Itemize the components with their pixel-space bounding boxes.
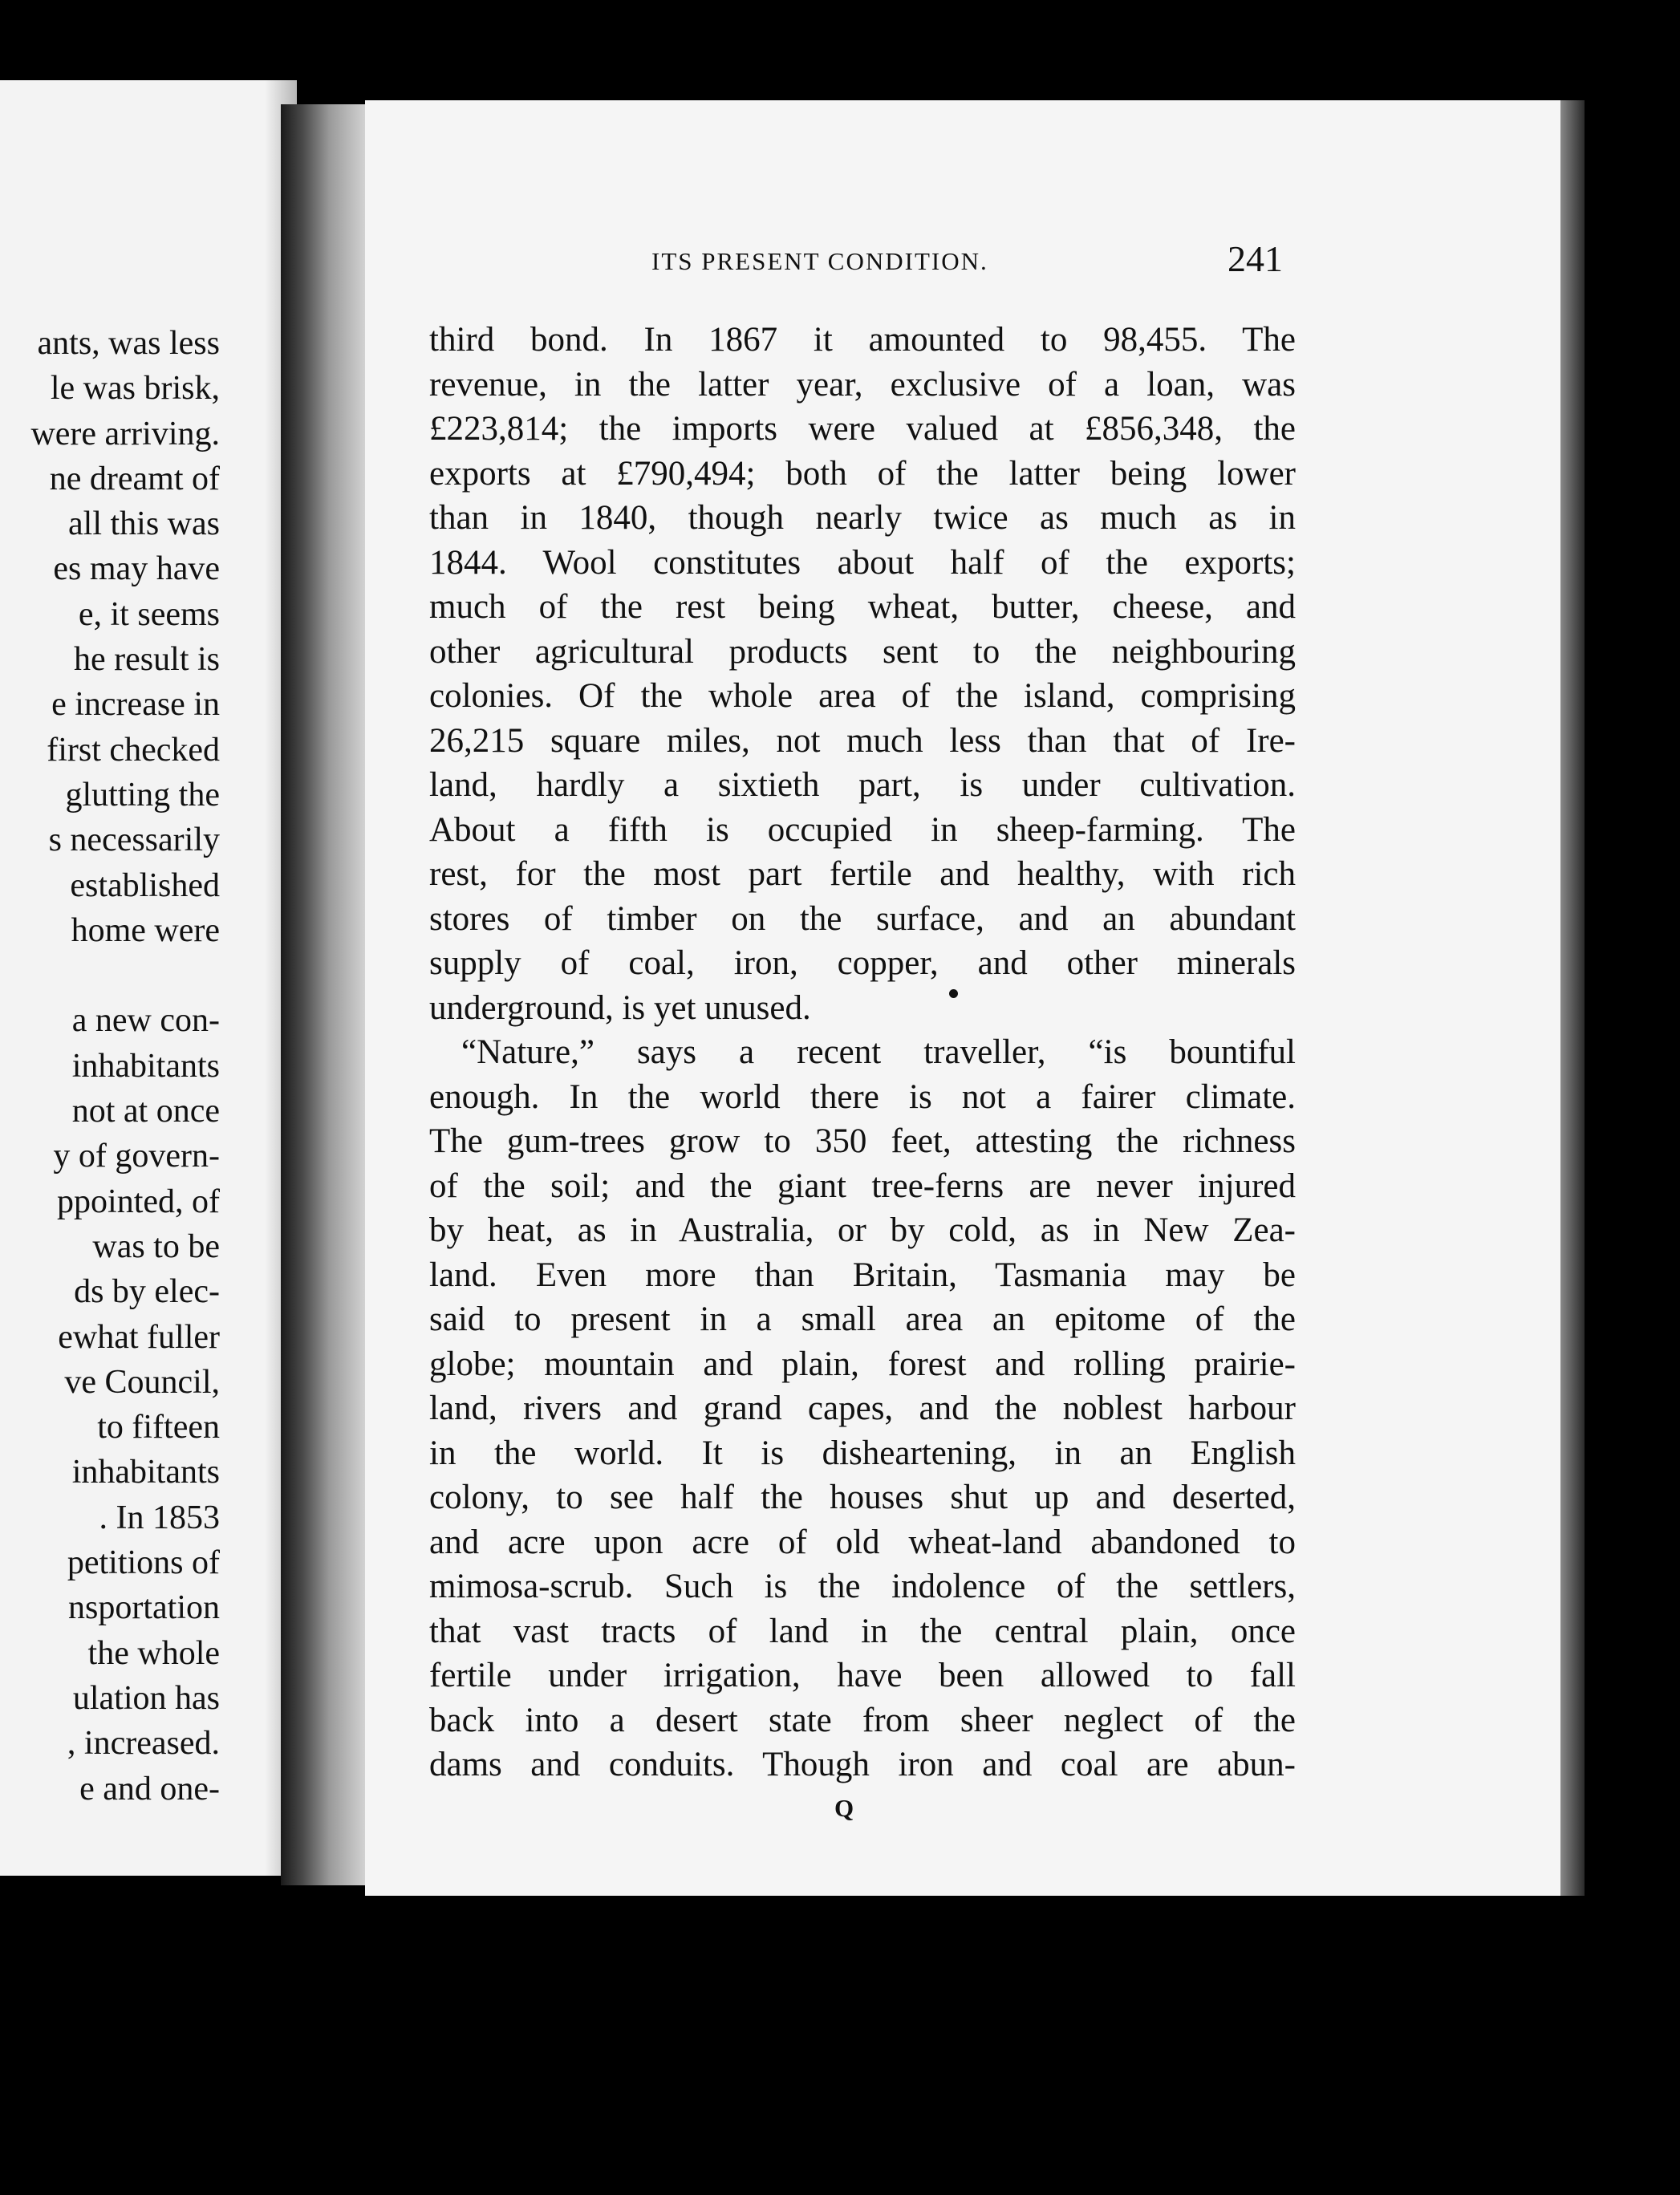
left-text-line: e increase in — [51, 686, 220, 724]
text-line: supply of coal, iron, copper, and other minerals — [429, 944, 1296, 982]
left-text-line: le was brisk, — [50, 370, 220, 408]
left-text-line: ewhat fuller — [58, 1318, 220, 1356]
text-line: £223,814; the imports were valued at £856,348, the — [429, 410, 1296, 448]
text-line: globe; mountain and plain, forest and rolling prairie- — [429, 1345, 1296, 1383]
left-text-line: a new con- — [71, 1002, 220, 1040]
text-line: mimosa-scrub. Such is the indolence of the settlers, — [429, 1568, 1296, 1605]
text-line: rest, for the most part fertile and healthy, with rich — [429, 855, 1296, 893]
text-line: 26,215 square miles, not much less than that of Ire- — [429, 721, 1296, 760]
text-line: other agricultural products sent to the neighbouring — [429, 632, 1296, 671]
text-line: About a fifth is occupied in sheep-farming. The — [429, 810, 1296, 849]
left-facing-page — [0, 80, 297, 1876]
left-text-line: inhabitants — [71, 1047, 220, 1085]
page-edge — [1560, 100, 1585, 1896]
text-line: of the soil; and the giant tree-ferns are never injured — [429, 1166, 1296, 1205]
text-line: back into a desert state from sheer neglect of the — [429, 1701, 1296, 1739]
page-number: 241 — [1228, 238, 1283, 279]
left-text-line — [0, 953, 220, 998]
body-text — [429, 318, 1296, 1787]
left-text-line: . In 1853 — [99, 1499, 220, 1536]
left-text-line: nsportation — [68, 1589, 220, 1627]
text-line: much of the rest being wheat, butter, cheese, and — [429, 588, 1296, 626]
left-text-line: home were — [71, 911, 220, 949]
text-line: and acre upon acre of old wheat-land abandoned to — [429, 1523, 1296, 1561]
running-head: ITS PRESENT CONDITION. — [651, 247, 988, 275]
left-text-line: s necessarily — [48, 822, 220, 859]
text-line: that vast tracts of land in the central plain, once — [429, 1612, 1296, 1650]
left-text-line: ds by elec- — [74, 1273, 220, 1311]
text-line: in the world. It is disheartening, in an English — [429, 1434, 1296, 1472]
left-text-line: the whole — [87, 1634, 220, 1672]
left-text-line: e, it seems — [78, 595, 220, 633]
text-line: by heat, as in Australia, or by cold, as in New Zea- — [429, 1211, 1296, 1249]
left-text-line: to fifteen — [97, 1409, 220, 1446]
left-text-line: established — [70, 866, 220, 904]
text-line: revenue, in the latter year, exclusive of a loan, was — [429, 365, 1296, 404]
left-page-text — [0, 321, 220, 1812]
left-text-line: inhabitants — [71, 1454, 220, 1491]
signature-mark: Q — [834, 1794, 854, 1822]
left-text-line: y of govern- — [53, 1138, 220, 1175]
left-text-line: ne dreamt of — [49, 460, 220, 497]
text-line: fertile under irrigation, have been allowed to fall — [429, 1657, 1296, 1694]
text-line: 1844. Wool constitutes about half of the exports; — [429, 543, 1296, 582]
left-text-line: es may have — [53, 550, 220, 588]
left-text-line: was to be — [92, 1227, 220, 1265]
left-text-line: ulation has — [72, 1679, 220, 1717]
text-line: third bond. In 1867 it amounted to 98,455. The — [429, 321, 1296, 359]
left-text-line: e and one- — [79, 1770, 220, 1808]
text-line: colonies. Of the whole area of the island, comprising — [429, 677, 1296, 715]
ink-dot-mark — [949, 989, 958, 998]
book-gutter — [281, 104, 369, 1885]
left-text-line: he result is — [74, 641, 220, 679]
text-line: exports at £790,494; both of the latter being lower — [429, 454, 1296, 493]
text-line: underground, is yet unused. — [429, 988, 811, 1027]
text-line: enough. In the world there is not a fairer climate. — [429, 1077, 1296, 1116]
left-text-line: ants, was less — [37, 325, 220, 362]
text-line: colony, to see half the houses shut up and deserted, — [429, 1479, 1296, 1516]
left-text-line: glutting the — [65, 776, 220, 813]
left-text-line: ve Council, — [64, 1363, 220, 1401]
left-text-line: petitions of — [67, 1544, 220, 1582]
text-line: land. Even more than Britain, Tasmania may be — [429, 1256, 1296, 1294]
text-line: land, rivers and grand capes, and the noblest harbour — [429, 1390, 1296, 1427]
left-text-line: were arriving. — [30, 415, 220, 452]
left-text-line: not at once — [71, 1093, 220, 1130]
text-line: stores of timber on the surface, and an abundant — [429, 899, 1296, 938]
text-line: land, hardly a sixtieth part, is under cultivation. — [429, 766, 1296, 804]
left-text-line: , increased. — [67, 1725, 220, 1763]
left-text-line: ppointed, of — [57, 1183, 220, 1220]
text-line: “Nature,” says a recent traveller, “is bountiful — [461, 1033, 1296, 1071]
text-line: than in 1840, though nearly twice as much as in — [429, 499, 1296, 537]
text-line: The gum-trees grow to 350 feet, attesting the richness — [429, 1122, 1296, 1160]
text-line: said to present in a small area an epitome of the — [429, 1300, 1296, 1338]
text-line: dams and conduits. Though iron and coal are abun- — [429, 1746, 1296, 1783]
left-text-line: all this was — [68, 505, 220, 543]
left-text-line: first checked — [47, 731, 220, 769]
